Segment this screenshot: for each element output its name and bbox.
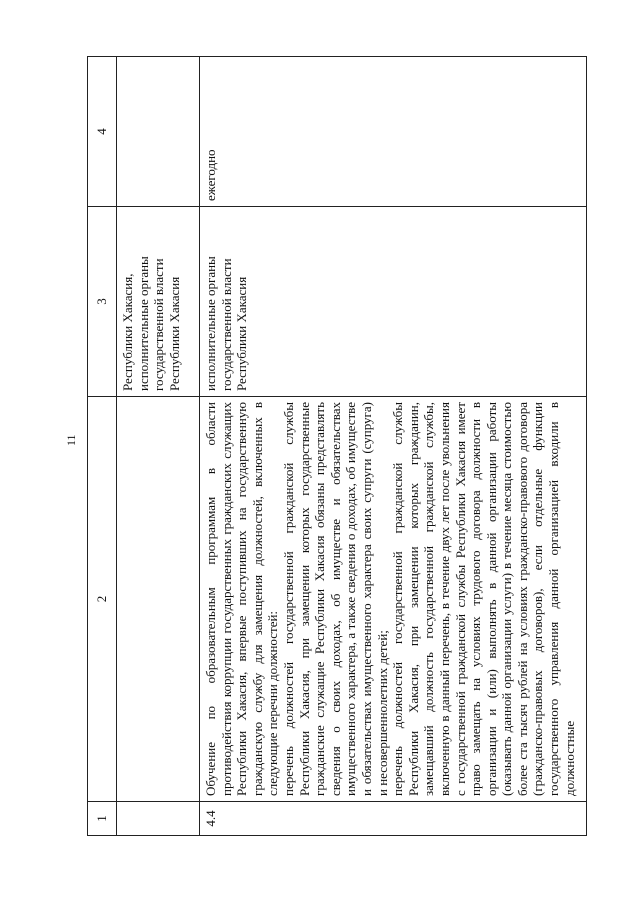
- header-cell-4: 4: [88, 57, 117, 207]
- row-term: ежегодно: [200, 57, 587, 207]
- header-row: [88, 57, 117, 836]
- row-paragraph: перечень должностей государственной гражданской службы Республики Хакасия, при замещении которых гражданин, замещавший должность государственной гражданской службы, включенную в данный перечень, в течение двух лет после увольнения с государственной гражданской службы Республики Хакасия имеет право замещать на условиях трудового договора должности в организации и (или) выполнять в данной организации работы (оказывать данной организации услуги) в течение месяца стоимостью более ста тысяч рублей на условиях гражданско-правового договора (гражданско-правовых договоров), если отдельные функции государственного управления данной организацией входили в должностные: [390, 402, 577, 796]
- header-cell-1: 1: [88, 802, 117, 836]
- table-row-continued: [117, 57, 200, 836]
- row-number: 4.4: [200, 802, 587, 836]
- rotated-page: [87, 57, 607, 836]
- header-cell-3: 3: [88, 207, 117, 397]
- row-number: [117, 802, 200, 836]
- row-text: [117, 397, 200, 802]
- row-text: [200, 397, 587, 802]
- row-executors: Республики Хакасия, исполнительные органы государственной власти Республики Хакасия: [117, 207, 200, 397]
- row-executors: исполнительные органы государственной власти Республики Хакасия: [200, 207, 587, 397]
- row-term: [117, 57, 200, 207]
- table-row: [200, 57, 587, 836]
- row-paragraph: Обучение по образовательным программам в области противодействия коррупции государственных гражданских служащих Республики Хакасия, впервые поступивших на государственную гражданскую службу для замещения должностей, включенных в следующие перечни должностей:: [203, 402, 281, 796]
- row-paragraph: перечень должностей государственной гражданской службы Республики Хакасия, при замещении которых государственные гражданские служащие Республики Хакасия обязаны представлять сведения о своих доходах, об имуществе и обязательствах имущественного характера, а также сведения о доходах, об имуществе и обязательствах имущественного характера своих супруги (супруга) и несовершеннолетних детей;: [280, 402, 390, 796]
- page-number: 11: [64, 434, 78, 446]
- header-cell-2: 2: [88, 397, 117, 802]
- plan-table: [87, 56, 587, 836]
